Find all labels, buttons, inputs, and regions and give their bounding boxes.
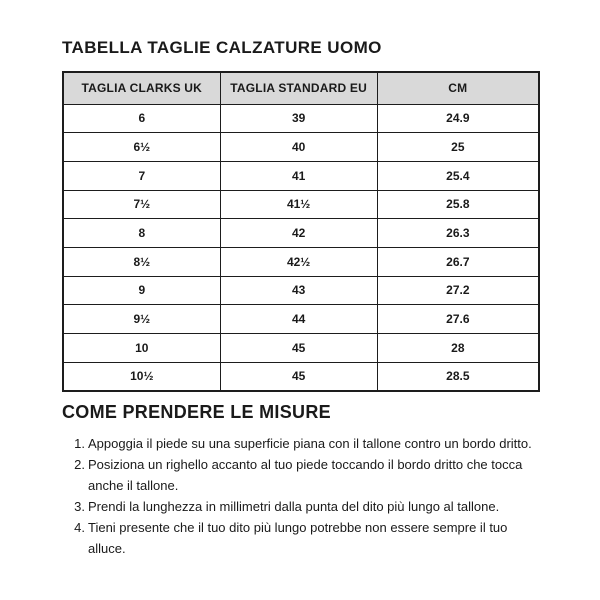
instructions-list [64, 433, 546, 559]
table-cell: 43 [220, 276, 377, 305]
table-cell: 39 [220, 104, 377, 133]
step-text: Appoggia il piede su una superficie piana con il tallone contro un bordo dritto. [88, 436, 532, 451]
table-cell: 6½ [63, 133, 220, 162]
table-cell: 40 [220, 133, 377, 162]
table-row [63, 276, 539, 305]
table-cell: 25.4 [377, 161, 539, 190]
table-cell: 45 [220, 362, 377, 391]
column-header: CM [377, 72, 539, 104]
step-number: 1. [74, 436, 85, 451]
table-cell: 9 [63, 276, 220, 305]
table-row [63, 104, 539, 133]
table-cell: 9½ [63, 305, 220, 334]
table-row [63, 305, 539, 334]
table-cell: 7½ [63, 190, 220, 219]
table-row [63, 133, 539, 162]
table-cell: 27.2 [377, 276, 539, 305]
column-header: TAGLIA CLARKS UK [63, 72, 220, 104]
table-cell: 10 [63, 334, 220, 363]
step-text: Tieni presente che il tuo dito più lungo potrebbe non essere sempre il tuo alluce. [88, 520, 508, 556]
table-cell: 6 [63, 104, 220, 133]
table-cell: 25.8 [377, 190, 539, 219]
table-cell: 42½ [220, 247, 377, 276]
step-number: 2. [74, 457, 85, 472]
instruction-step [64, 433, 546, 454]
table-cell: 8 [63, 219, 220, 248]
table-row [63, 334, 539, 363]
size-table-header [63, 72, 539, 104]
table-cell: 44 [220, 305, 377, 334]
table-cell: 25 [377, 133, 539, 162]
instruction-step [64, 496, 546, 517]
table-cell: 28.5 [377, 362, 539, 391]
step-number: 3. [74, 499, 85, 514]
size-table-body [63, 104, 539, 391]
instruction-step [64, 517, 546, 559]
table-cell: 26.3 [377, 219, 539, 248]
table-cell: 10½ [63, 362, 220, 391]
size-table [62, 71, 540, 392]
instructions-title: COME PRENDERE LE MISURE [62, 402, 331, 422]
table-row [63, 190, 539, 219]
instruction-step [64, 454, 546, 496]
table-row [63, 219, 539, 248]
table-cell: 7 [63, 161, 220, 190]
table-cell: 28 [377, 334, 539, 363]
table-row [63, 161, 539, 190]
step-text: Posiziona un righello accanto al tuo piede toccando il bordo dritto che tocca anche il tallone. [88, 457, 523, 493]
table-cell: 8½ [63, 247, 220, 276]
table-row [63, 247, 539, 276]
table-cell: 24.9 [377, 104, 539, 133]
table-row [63, 362, 539, 391]
table-cell: 45 [220, 334, 377, 363]
step-text: Prendi la lunghezza in millimetri dalla punta del dito più lungo al tallone. [88, 499, 500, 514]
table-cell: 41½ [220, 190, 377, 219]
page-title: TABELLA TAGLIE CALZATURE UOMO [62, 38, 382, 57]
table-cell: 26.7 [377, 247, 539, 276]
step-number: 4. [74, 520, 85, 535]
table-cell: 27.6 [377, 305, 539, 334]
table-cell: 42 [220, 219, 377, 248]
header-row [63, 72, 539, 104]
table-cell: 41 [220, 161, 377, 190]
column-header: TAGLIA STANDARD EU [220, 72, 377, 104]
